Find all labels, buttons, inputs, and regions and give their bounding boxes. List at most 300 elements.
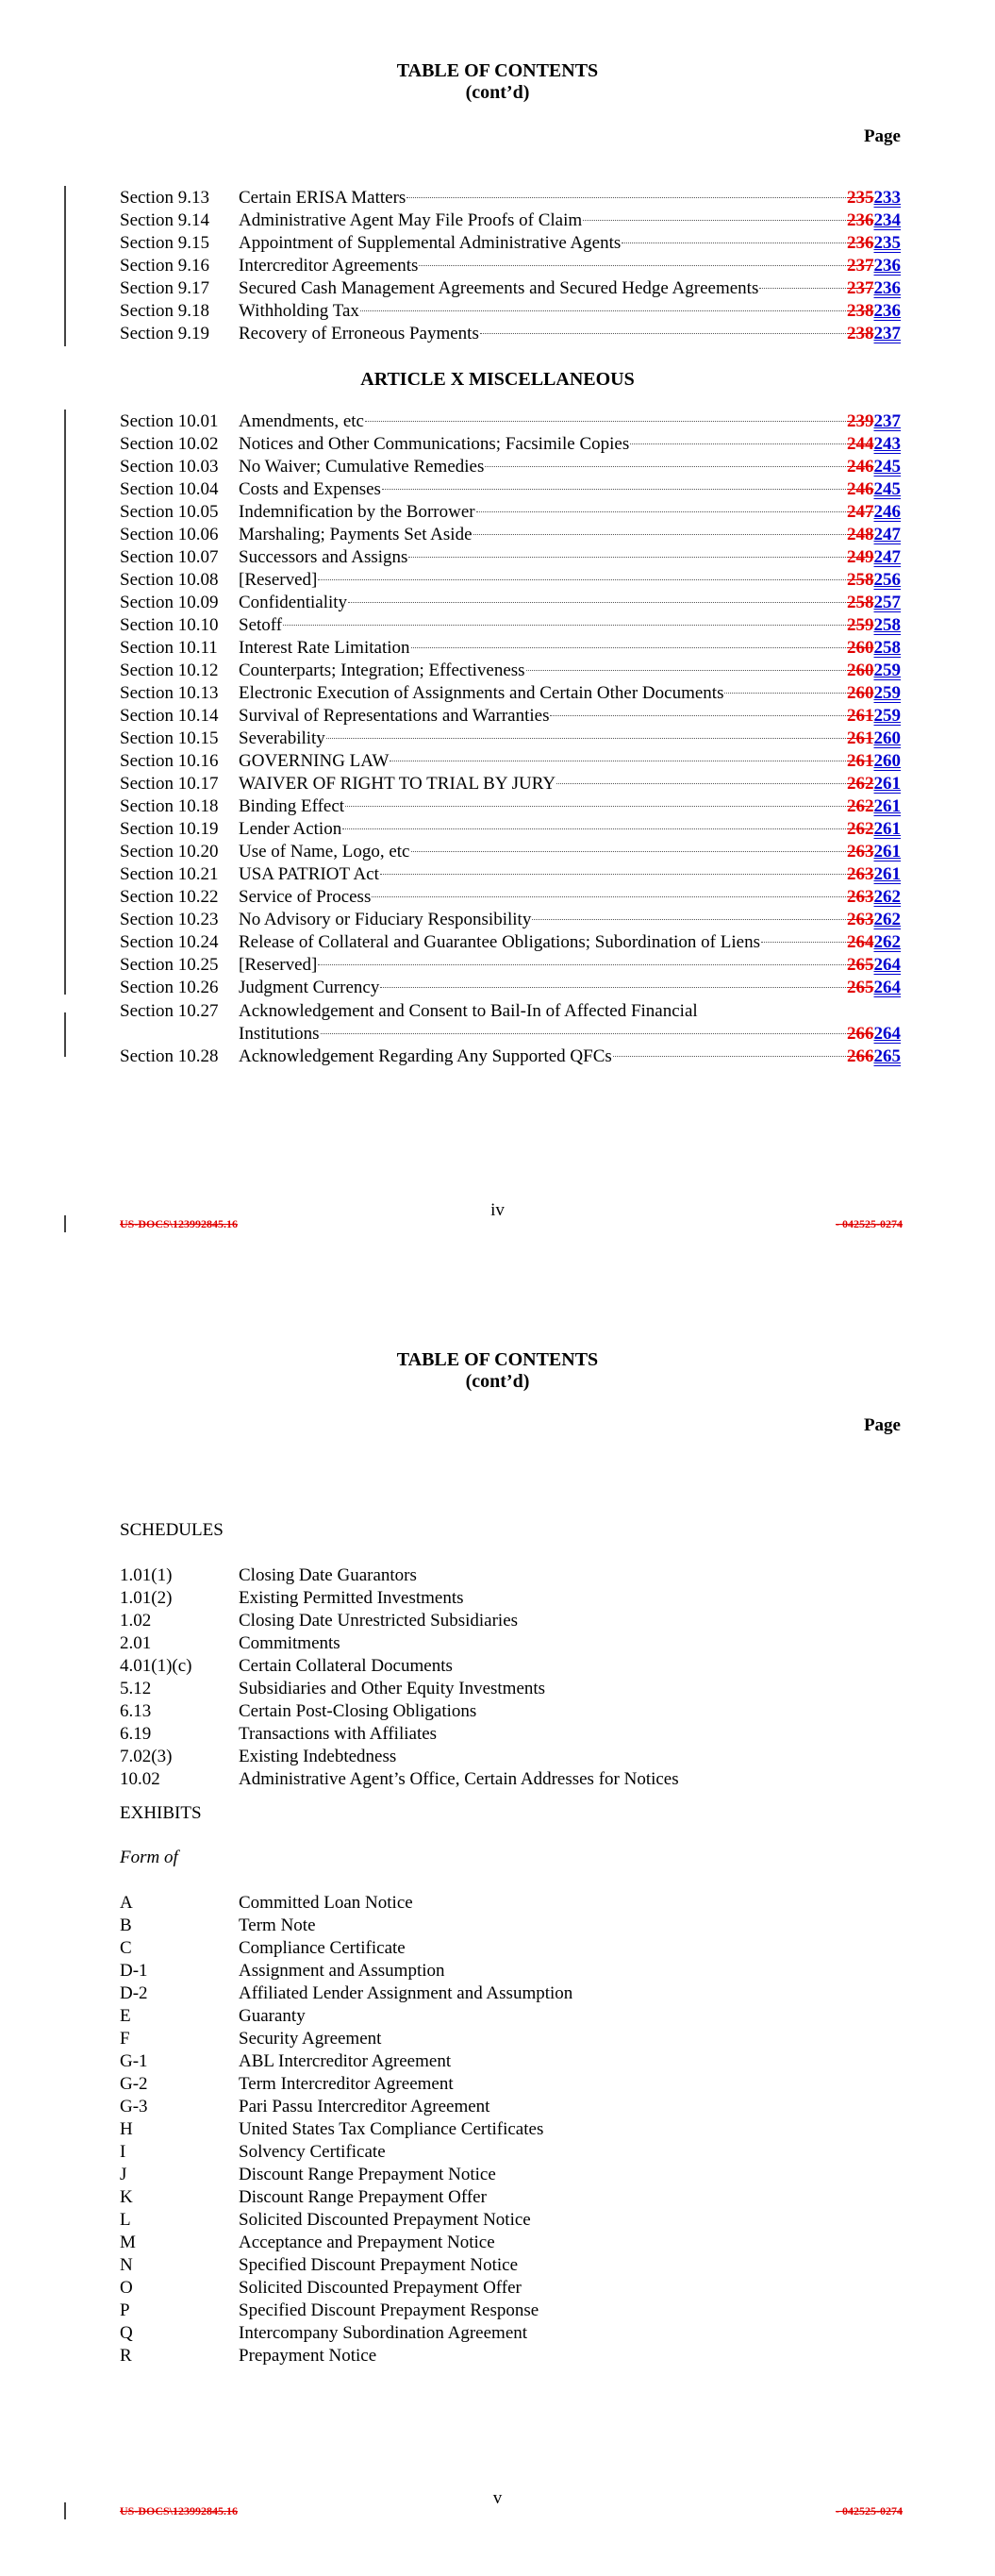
section-number: Section 10.22 [120, 887, 219, 907]
item-title: Discount Range Prepayment Offer [239, 2187, 487, 2207]
dot-leader [550, 715, 846, 716]
exhibit-item [120, 2209, 901, 2232]
dot-leader [583, 220, 846, 221]
section-title: Withholding Tax [239, 301, 359, 321]
inserted-page: 262 [873, 910, 901, 929]
dot-leader [406, 197, 846, 198]
page-ref [847, 300, 901, 323]
dot-leader [480, 333, 846, 334]
deleted-page: 265 [847, 955, 874, 975]
toc-row[interactable] [120, 909, 901, 931]
page-ref [847, 841, 901, 863]
exhibit-item [120, 2118, 901, 2141]
toc-row[interactable] [120, 637, 901, 660]
section-number: Section 10.03 [120, 457, 219, 477]
page-ref [847, 931, 901, 954]
item-number: 2.01 [120, 1633, 152, 1653]
toc-row[interactable] [120, 300, 901, 323]
inserted-page: 259 [873, 661, 901, 680]
section-title: [Reserved] [239, 570, 318, 590]
exhibit-item [120, 2322, 901, 2345]
section-number: Section 10.10 [120, 615, 219, 635]
item-number: D-2 [120, 1983, 148, 2003]
item-number: J [120, 2165, 127, 2184]
deleted-page: 260 [847, 638, 874, 658]
section-title-line1: Acknowledgement and Consent to Bail-In of Affected Financial [239, 1001, 698, 1021]
footer-matter-id: - 042525-0274 [836, 1217, 903, 1230]
toc-row[interactable] [120, 886, 901, 909]
item-number: G-1 [120, 2051, 148, 2071]
toc-row[interactable] [120, 592, 901, 614]
page-column-header: Page [863, 1415, 901, 1435]
page-ref [847, 705, 901, 728]
item-number: 1.01(2) [120, 1588, 173, 1608]
item-title: Administrative Agent’s Office, Certain Addresses for Notices [239, 1769, 679, 1789]
page-ref [847, 1023, 901, 1045]
page-ref [847, 456, 901, 478]
section-number: Section 10.04 [120, 479, 219, 499]
schedule-item [120, 1587, 901, 1610]
page-ref [847, 728, 901, 750]
page-ref [847, 277, 901, 300]
section-title: No Advisory or Fiduciary Responsibility [239, 910, 532, 929]
toc-row[interactable] [120, 478, 901, 501]
section-number: Section 10.15 [120, 728, 219, 748]
exhibit-item [120, 2050, 901, 2073]
toc-row[interactable] [120, 187, 901, 209]
section-number: Section 10.24 [120, 932, 219, 952]
schedule-item [120, 1610, 901, 1632]
toc-subtitle: (cont’d) [465, 82, 530, 103]
toc-row-10-28[interactable] [120, 1045, 901, 1068]
page-ref [847, 818, 901, 841]
exhibits-heading: EXHIBITS [120, 1803, 202, 1823]
section-number: Section 10.06 [120, 525, 219, 544]
item-number: R [120, 2346, 132, 2366]
schedule-item [120, 1678, 901, 1700]
section-number: Section 10.08 [120, 570, 219, 590]
inserted-page: 236 [873, 301, 901, 321]
section-title: Acknowledgement Regarding Any Supported QFCs [239, 1046, 612, 1066]
dot-leader [761, 942, 846, 943]
deleted-page: 262 [847, 796, 874, 816]
section-number: Section 10.09 [120, 593, 219, 612]
item-title: Solicited Discounted Prepayment Offer [239, 2278, 522, 2298]
deleted-page: 263 [847, 864, 874, 884]
inserted-page: 243 [873, 434, 901, 454]
toc-row[interactable] [120, 660, 901, 682]
page-ref [847, 954, 901, 977]
section-number: Section 10.16 [120, 751, 219, 771]
article-heading: ARTICLE X MISCELLANEOUS [360, 369, 635, 390]
item-title: Pari Passu Intercreditor Agreement [239, 2097, 490, 2116]
page-ref [847, 660, 901, 682]
item-title: Guaranty [239, 2006, 306, 2026]
inserted-page: 264 [873, 1024, 901, 1044]
exhibit-item [120, 2232, 901, 2254]
item-number: B [120, 1915, 132, 1935]
section-title: [Reserved] [239, 955, 318, 975]
section-title: Secured Cash Management Agreements and Secured Hedge Agreements [239, 278, 759, 298]
item-title: Term Note [239, 1915, 316, 1935]
toc-row[interactable] [120, 569, 901, 592]
page-number: v [492, 2488, 503, 2508]
item-title: Subsidiaries and Other Equity Investments [239, 1679, 546, 1698]
dot-leader [408, 557, 846, 558]
item-title: Solicited Discounted Prepayment Notice [239, 2210, 531, 2230]
schedule-item [120, 1768, 901, 1791]
exhibit-item [120, 1982, 901, 2005]
toc-row[interactable] [120, 277, 901, 300]
toc-row[interactable] [120, 209, 901, 232]
footer-matter-id: - 042525-0274 [836, 2504, 903, 2517]
item-title: Closing Date Unrestricted Subsidiaries [239, 1611, 519, 1631]
dot-leader [326, 738, 846, 739]
section-title: Notices and Other Communications; Facsimile Copies [239, 434, 630, 454]
item-title: Certain Collateral Documents [239, 1656, 453, 1676]
item-number: C [120, 1938, 132, 1958]
deleted-page: 244 [847, 434, 874, 454]
inserted-page: 262 [873, 932, 901, 952]
section-title: No Waiver; Cumulative Remedies [239, 457, 485, 477]
toc-row[interactable] [120, 232, 901, 255]
deleted-page: 261 [847, 751, 874, 771]
deleted-page: 236 [847, 210, 874, 230]
page-ref [847, 682, 901, 705]
inserted-page: 233 [873, 188, 901, 208]
item-title: Transactions with Affiliates [239, 1724, 438, 1744]
dot-leader [380, 987, 846, 988]
inserted-page: 237 [873, 324, 901, 343]
dot-leader [283, 625, 846, 626]
item-number: I [120, 2142, 126, 2162]
item-number: 5.12 [120, 1679, 152, 1698]
item-title: Intercompany Subordination Agreement [239, 2323, 528, 2343]
dot-leader [382, 489, 846, 490]
inserted-page: 236 [873, 256, 901, 276]
page-ref [847, 1045, 901, 1068]
inserted-page: 245 [873, 479, 901, 499]
item-title: Closing Date Guarantors [239, 1565, 417, 1585]
item-number: 4.01(1)(c) [120, 1656, 192, 1676]
inserted-page: 256 [873, 570, 901, 590]
item-number: P [120, 2300, 130, 2320]
schedule-item [120, 1700, 901, 1723]
inserted-page: 235 [873, 233, 901, 253]
item-number: M [120, 2233, 136, 2252]
section-number: Section 10.11 [120, 638, 218, 658]
page-ref [847, 323, 901, 345]
section-title: Indemnification by the Borrower [239, 502, 475, 522]
toc-row[interactable] [120, 773, 901, 795]
section-title: Marshaling; Payments Set Aside [239, 525, 473, 544]
exhibit-item [120, 2277, 901, 2300]
dot-leader [321, 1033, 846, 1034]
item-number: L [120, 2210, 131, 2230]
section-number: Section 10.07 [120, 547, 219, 567]
toc-row[interactable] [120, 410, 901, 433]
section-title: Electronic Execution of Assignments and Certain Other Documents [239, 683, 724, 703]
exhibit-item [120, 2096, 901, 2118]
exhibit-item [120, 1960, 901, 1982]
deleted-page: 260 [847, 683, 874, 703]
page-ref [847, 977, 901, 999]
deleted-page: 246 [847, 457, 874, 477]
schedule-item [120, 1723, 901, 1746]
item-number: H [120, 2119, 133, 2139]
page-ref [847, 909, 901, 931]
toc-row[interactable] [120, 841, 901, 863]
inserted-page: 247 [873, 525, 901, 544]
item-number: E [120, 2006, 131, 2026]
item-number: 7.02(3) [120, 1747, 173, 1766]
deleted-page: 265 [847, 978, 874, 997]
item-title: Solvency Certificate [239, 2142, 386, 2162]
item-number: A [120, 1893, 133, 1913]
change-bar [64, 1012, 66, 1057]
deleted-page: 246 [847, 479, 874, 499]
section-number: Section 10.02 [120, 434, 219, 454]
page-ref [847, 524, 901, 546]
dot-leader [630, 443, 846, 444]
inserted-page: 259 [873, 683, 901, 703]
deleted-page: 266 [847, 1024, 874, 1044]
item-number: 6.19 [120, 1724, 152, 1744]
section-title: GOVERNING LAW [239, 751, 390, 771]
dot-leader [345, 806, 846, 807]
page-ref [847, 187, 901, 209]
deleted-page: 248 [847, 525, 874, 544]
toc-row[interactable] [120, 795, 901, 818]
item-number: 6.13 [120, 1701, 152, 1721]
section-title: Survival of Representations and Warranties [239, 706, 550, 726]
toc-row[interactable] [120, 705, 901, 728]
dot-leader [556, 783, 846, 784]
page-ref [847, 795, 901, 818]
item-number: G-2 [120, 2074, 148, 2094]
section-title: Appointment of Supplemental Administrative Agents [239, 233, 622, 253]
change-bar [64, 410, 66, 995]
toc-row-10-27[interactable] [120, 1000, 901, 1045]
toc-row[interactable] [120, 614, 901, 637]
toc-row[interactable] [120, 931, 901, 954]
schedule-item [120, 1655, 901, 1678]
inserted-page: 247 [873, 547, 901, 567]
deleted-page: 264 [847, 932, 874, 952]
dot-leader [613, 1056, 846, 1057]
schedule-item [120, 1746, 901, 1768]
dot-leader [419, 265, 846, 266]
page-ref [847, 410, 901, 433]
section-title: Service of Process [239, 887, 372, 907]
toc-row[interactable] [120, 456, 901, 478]
deleted-page: 249 [847, 547, 874, 567]
dot-leader [318, 964, 846, 965]
dot-leader [365, 421, 846, 422]
deleted-page: 261 [847, 728, 874, 748]
section-title: Judgment Currency [239, 978, 380, 997]
section-title: WAIVER OF RIGHT TO TRIAL BY JURY [239, 774, 556, 794]
item-title: Certain Post-Closing Obligations [239, 1701, 477, 1721]
section-title: Certain ERISA Matters [239, 188, 406, 208]
inserted-page: 261 [873, 774, 901, 794]
toc-row[interactable] [120, 524, 901, 546]
item-title: Existing Indebtedness [239, 1747, 397, 1766]
toc-row[interactable] [120, 977, 901, 999]
section-number: Section 10.14 [120, 706, 219, 726]
exhibit-item [120, 2073, 901, 2096]
dot-leader [411, 647, 846, 648]
item-title: Specified Discount Prepayment Response [239, 2300, 539, 2320]
toc-row[interactable] [120, 433, 901, 456]
dot-leader [360, 310, 846, 311]
dot-leader [411, 851, 847, 852]
change-bar [64, 2502, 66, 2519]
inserted-page: 258 [873, 615, 901, 635]
item-title: ABL Intercreditor Agreement [239, 2051, 452, 2071]
section-title: Counterparts; Integration; Effectiveness [239, 661, 525, 680]
deleted-page: 237 [847, 256, 874, 276]
dot-leader [473, 534, 846, 535]
section-title: Recovery of Erroneous Payments [239, 324, 479, 343]
item-title: Prepayment Notice [239, 2346, 377, 2366]
item-title: Affiliated Lender Assignment and Assumption [239, 1983, 573, 2003]
section-number: Section 10.13 [120, 683, 219, 703]
page-ref [847, 637, 901, 660]
form-of-label: Form of [120, 1848, 178, 1867]
section-number: Section 10.28 [120, 1046, 219, 1066]
item-title: Acceptance and Prepayment Notice [239, 2233, 495, 2252]
section-title: Successors and Assigns [239, 547, 408, 567]
section-number: Section 10.18 [120, 796, 219, 816]
exhibit-item [120, 2005, 901, 2028]
item-number: Q [120, 2323, 133, 2343]
toc-row[interactable] [120, 323, 901, 345]
section-number: Section 10.01 [120, 411, 219, 431]
section-number: Section 10.19 [120, 819, 219, 839]
exhibit-item [120, 2254, 901, 2277]
item-title: Compliance Certificate [239, 1938, 406, 1958]
toc-row[interactable] [120, 546, 901, 569]
section-number: Section 10.27 [120, 1001, 219, 1021]
page-ref [847, 614, 901, 637]
dot-leader [318, 579, 846, 580]
dot-leader [485, 466, 846, 467]
exhibit-item [120, 1937, 901, 1960]
section-title: Setoff [239, 615, 283, 635]
section-title: Severability [239, 728, 325, 748]
item-title: Commitments [239, 1633, 340, 1653]
section-title: Costs and Expenses [239, 479, 381, 499]
section-number: Section 10.17 [120, 774, 219, 794]
item-title: Specified Discount Prepayment Notice [239, 2255, 519, 2275]
inserted-page: 262 [873, 887, 901, 907]
section-number: Section 10.25 [120, 955, 219, 975]
schedule-item [120, 1632, 901, 1655]
deleted-page: 266 [847, 1046, 874, 1066]
page-ref [847, 592, 901, 614]
inserted-page: 264 [873, 955, 901, 975]
item-number: G-3 [120, 2097, 148, 2116]
section-number: Section 9.16 [120, 256, 209, 276]
toc-row[interactable] [120, 501, 901, 524]
toc-row[interactable] [120, 818, 901, 841]
inserted-page: 261 [873, 842, 901, 861]
exhibit-item [120, 2300, 901, 2322]
dot-leader [532, 919, 846, 920]
toc-row[interactable] [120, 255, 901, 277]
section-title: Release of Collateral and Guarantee Obligations; Subordination of Liens [239, 932, 760, 952]
footer-doc-id: US-DOCS\123992845.16 [120, 1217, 239, 1230]
toc-row[interactable] [120, 682, 901, 705]
exhibit-item [120, 2141, 901, 2164]
section-title: Interest Rate Limitation [239, 638, 410, 658]
toc-row[interactable] [120, 954, 901, 977]
page-ref [847, 750, 901, 773]
item-title: Assignment and Assumption [239, 1961, 445, 1981]
exhibit-item [120, 2164, 901, 2186]
deleted-page: 262 [847, 774, 874, 794]
dot-leader [759, 288, 846, 289]
page-ref [847, 209, 901, 232]
page-ref [847, 773, 901, 795]
exhibit-item [120, 2028, 901, 2050]
item-title: Committed Loan Notice [239, 1893, 413, 1913]
toc-subtitle: (cont’d) [465, 1371, 530, 1392]
section-number: Section 9.15 [120, 233, 209, 253]
item-title: Discount Range Prepayment Notice [239, 2165, 496, 2184]
dot-leader [380, 874, 846, 875]
section-number: Section 10.23 [120, 910, 219, 929]
inserted-page: 260 [873, 751, 901, 771]
page-ref [847, 546, 901, 569]
change-bar [64, 1215, 66, 1232]
deleted-page: 260 [847, 661, 874, 680]
item-number: D-1 [120, 1961, 148, 1981]
section-number: Section 9.18 [120, 301, 209, 321]
inserted-page: 261 [873, 819, 901, 839]
inserted-page: 261 [873, 864, 901, 884]
section-number: Section 9.17 [120, 278, 209, 298]
toc-title: TABLE OF CONTENTS [396, 1349, 599, 1370]
toc-row[interactable] [120, 750, 901, 773]
toc-row[interactable] [120, 728, 901, 750]
item-number: 1.01(1) [120, 1565, 173, 1585]
section-number: Section 10.26 [120, 978, 219, 997]
inserted-page: 259 [873, 706, 901, 726]
section-title-line2: Institutions [239, 1024, 320, 1044]
deleted-page: 235 [847, 188, 874, 208]
item-number: F [120, 2029, 130, 2049]
page-ref [847, 863, 901, 886]
exhibit-item [120, 1892, 901, 1915]
section-title: Intercreditor Agreements [239, 256, 419, 276]
inserted-page: 261 [873, 796, 901, 816]
deleted-page: 263 [847, 842, 874, 861]
toc-row[interactable] [120, 863, 901, 886]
section-number: Section 10.05 [120, 502, 219, 522]
page-ref [847, 886, 901, 909]
item-number: K [120, 2187, 133, 2207]
page-ref [847, 478, 901, 501]
schedules-heading: SCHEDULES [120, 1520, 224, 1540]
section-number: Section 9.19 [120, 324, 209, 343]
inserted-page: 257 [873, 593, 901, 612]
toc-title: TABLE OF CONTENTS [396, 60, 599, 81]
inserted-page: 264 [873, 978, 901, 997]
deleted-page: 261 [847, 706, 874, 726]
inserted-page: 260 [873, 728, 901, 748]
